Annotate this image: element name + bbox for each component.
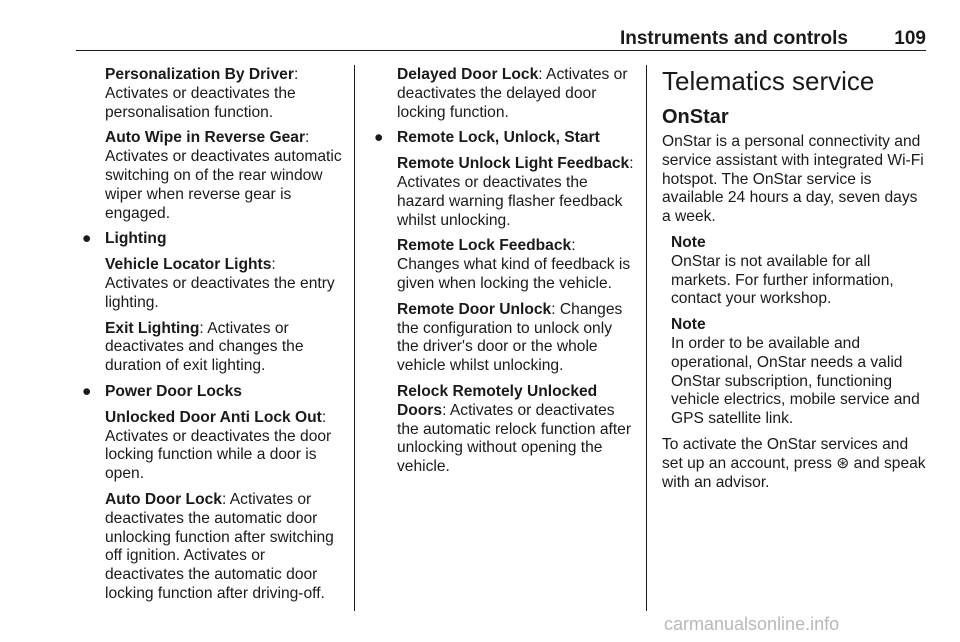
activation-paragraph <box>662 436 928 492</box>
note-text: In order to be available and operational, OnStar needs a valid OnStar subscription, functioning vehicle electrics, mobile service and GPS satellite link. <box>671 334 920 428</box>
note-2 <box>662 316 928 429</box>
description: : Activates or deactivates and changes the duration of exit lighting. <box>105 319 304 375</box>
subsection-title: OnStar <box>662 106 729 128</box>
bullet-icon: ● <box>374 129 384 147</box>
paragraph-remote-unlock-light <box>372 155 634 230</box>
bullet-icon: ● <box>82 382 92 400</box>
term: Personalization By Driver <box>105 66 294 83</box>
paragraph-vehicle-locator <box>80 256 342 312</box>
page-number: 109 <box>894 28 926 49</box>
bullet-power-door-locks <box>80 383 342 402</box>
section-title: Telematics service <box>662 66 875 96</box>
column-divider-2 <box>646 65 647 611</box>
description: : Activates or deactivates the hazard warning flasher feedback whilst unlocking. <box>397 155 634 229</box>
note-1 <box>662 234 928 309</box>
paragraph-anti-lock-out <box>80 409 342 484</box>
bullet-remote-lock <box>372 129 634 148</box>
term: Auto Door Lock <box>105 490 222 508</box>
term: Remote Lock Feedback <box>397 237 572 255</box>
description: : Activates or deactivates the entry lighting. <box>105 256 335 311</box>
column-divider-1 <box>354 65 355 611</box>
activation-text-pre: To activate the OnStar services and set up an account, press <box>662 435 909 472</box>
activation-text-post: and speak with an advisor. <box>662 454 926 491</box>
bullet-lighting <box>80 230 342 249</box>
note-text: OnStar is not available for all markets. For further information, contact your workshop. <box>671 252 894 308</box>
watermark: carmanualsonline.info <box>664 614 840 634</box>
column-3 <box>662 66 928 499</box>
paragraph-exit-lighting <box>80 320 342 376</box>
description: : Activates or deactivates the automatic relock function after unlocking without opening the vehicle. <box>397 401 632 476</box>
column-1 <box>80 66 342 611</box>
term: Remote Door Unlock <box>397 300 552 318</box>
note-label: Note <box>671 233 706 251</box>
bullet-label: Power Door Locks <box>105 382 242 400</box>
paragraph-relock <box>372 383 634 477</box>
term: Vehicle Locator Lights <box>105 256 272 274</box>
page-header <box>0 0 960 52</box>
bullet-icon: ● <box>82 230 92 248</box>
header-title: Instruments and controls <box>619 28 848 49</box>
description: : Activates or deactivates automatic switching on of the rear window wiper when reverse gear is engaged. <box>105 129 342 222</box>
paragraph-remote-door-unlock <box>372 301 634 376</box>
description: : Changes what kind of feedback is given when locking the vehicle. <box>397 237 631 292</box>
paragraph-auto-wipe <box>80 129 342 223</box>
term: Remote Unlock Light Feedback <box>397 155 630 173</box>
description: : Activates or deactivates the personalisation function. <box>105 66 299 121</box>
paragraph-auto-door-lock <box>80 491 342 604</box>
description: : Activates or deactivates the delayed door locking function. <box>397 66 628 121</box>
term: Auto Wipe in Reverse Gear <box>105 129 306 147</box>
header-rule <box>76 50 926 51</box>
paragraph-personalization <box>80 66 342 122</box>
term: Relock Remotely Unlocked Doors <box>397 382 598 419</box>
column-2 <box>372 66 634 484</box>
onstar-button-icon: ⊛ <box>836 454 850 472</box>
paragraph-delayed-door-lock <box>372 66 634 122</box>
description: : Changes the configuration to unlock only the driver's door or the whole vehicle whilst unlocking. <box>397 300 623 375</box>
description: : Activates or deactivates the door locking function while a door is open. <box>105 408 332 483</box>
term: Unlocked Door Anti Lock Out <box>105 408 322 426</box>
term: Delayed Door Lock <box>397 66 539 83</box>
term: Exit Lighting <box>105 319 200 337</box>
description: : Activates or deactivates the automatic door unlocking function after switching off ignition. Activates or deactivates the automatic door locking function after driving-off. <box>105 490 334 602</box>
bullet-label: Remote Lock, Unlock, Start <box>397 129 600 147</box>
note-label: Note <box>671 316 706 334</box>
bullet-label: Lighting <box>105 230 167 248</box>
paragraph-remote-lock-feedback <box>372 237 634 293</box>
intro-paragraph: OnStar is a personal connectivity and service assistant with integrated Wi-Fi hotspot. The OnStar service is available 24 hours a day, seven days a week. <box>662 133 924 226</box>
